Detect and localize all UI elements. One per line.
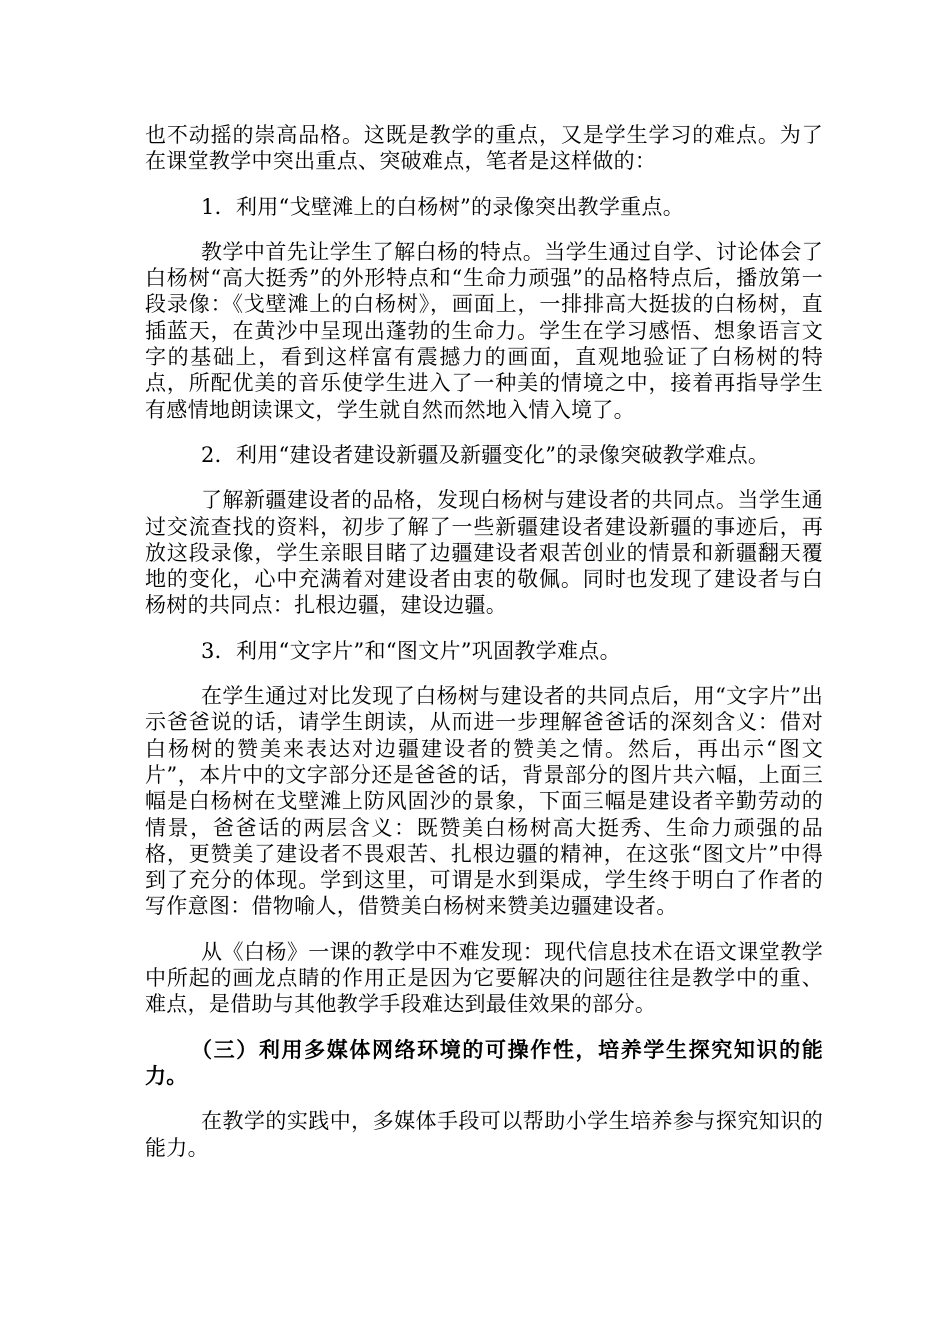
document-page: [145, 122, 823, 1161]
paragraph-continuation: 也不动摇的崇高品格。这既是教学的重点，又是学生学习的难点。为了在课堂教学中突出重点、突破难点，笔者是这样做的：: [145, 123, 823, 174]
section-heading: （三）利用多媒体网络环境的可操作性，培养学生探究知识的能力。: [145, 1037, 823, 1088]
paragraph-body-2: 了解新疆建设者的品格，发现白杨树与建设者的共同点。当学生通过交流查找的资料，初步了解了一些新疆建设者建设新疆的事迹后，再放这段录像，学生亲眼目睹了边疆建设者艰苦创业的情景和新疆翻天覆地的变化，心中充满着对建设者由衷的敬佩。同时也发现了建设者与白杨树的共同点：扎根边疆，建设边疆。: [145, 488, 823, 618]
paragraph-body-4: 在教学的实践中，多媒体手段可以帮助小学生培养参与探究知识的能力。: [145, 1109, 823, 1160]
paragraph-body-1: 教学中首先让学生了解白杨的特点。当学生通过自学、讨论体会了白杨树“高大挺秀”的外形特点和“生命力顽强”的品格特点后，播放第一段录像：《戈壁滩上的白杨树》，画面上，一排排高大挺拔的白杨树，直插蓝天，在黄沙中呈现出蓬勃的生命力。学生在学习感悟、想象语言文字的基础上，看到这样富有震撼力的画面，直观地验证了白杨树的特点，所配优美的音乐使学生进入了一种美的情境之中，接着再指导学生有感情地朗读课文，学生就自然而然地入情入境了。: [145, 239, 823, 422]
list-item-2-heading: 2．利用“建设者建设新疆及新疆变化”的录像突破教学难点。: [201, 442, 770, 467]
paragraph-summary: 从《白杨》一课的教学中不难发现：现代信息技术在语文课堂教学中所起的画龙点睛的作用正是因为它要解决的问题往往是教学中的重、难点，是借助与其他教学手段难达到最佳效果的部分。: [145, 939, 823, 1017]
paragraph-body-3: 在学生通过对比发现了白杨树与建设者的共同点后，用“文字片”出示爸爸说的话，请学生朗读，从而进一步理解爸爸话的深刻含义：借对白杨树的赞美来表达对边疆建设者的赞美之情。然后，再出示“图文片”，本片中的文字部分还是爸爸的话，背景部分的图片共六幅，上面三幅是白杨树在戈壁滩上防风固沙的景象，下面三幅是建设者辛勤劳动的情景，爸爸话的两层含义：既赞美白杨树高大挺秀、生命力顽强的品格，更赞美了建设者不畏艰苦、扎根边疆的精神，在这张“图文片”中得到了充分的体现。学到这里，可谓是水到渠成，学生终于明白了作者的写作意图：借物喻人，借赞美白杨树来赞美边疆建设者。: [145, 684, 823, 919]
list-item-3-heading: 3．利用“文字片”和“图文片”巩固教学难点。: [201, 638, 621, 663]
list-item-1-heading: 1．利用“戈壁滩上的白杨树”的录像突出教学重点。: [201, 194, 685, 219]
